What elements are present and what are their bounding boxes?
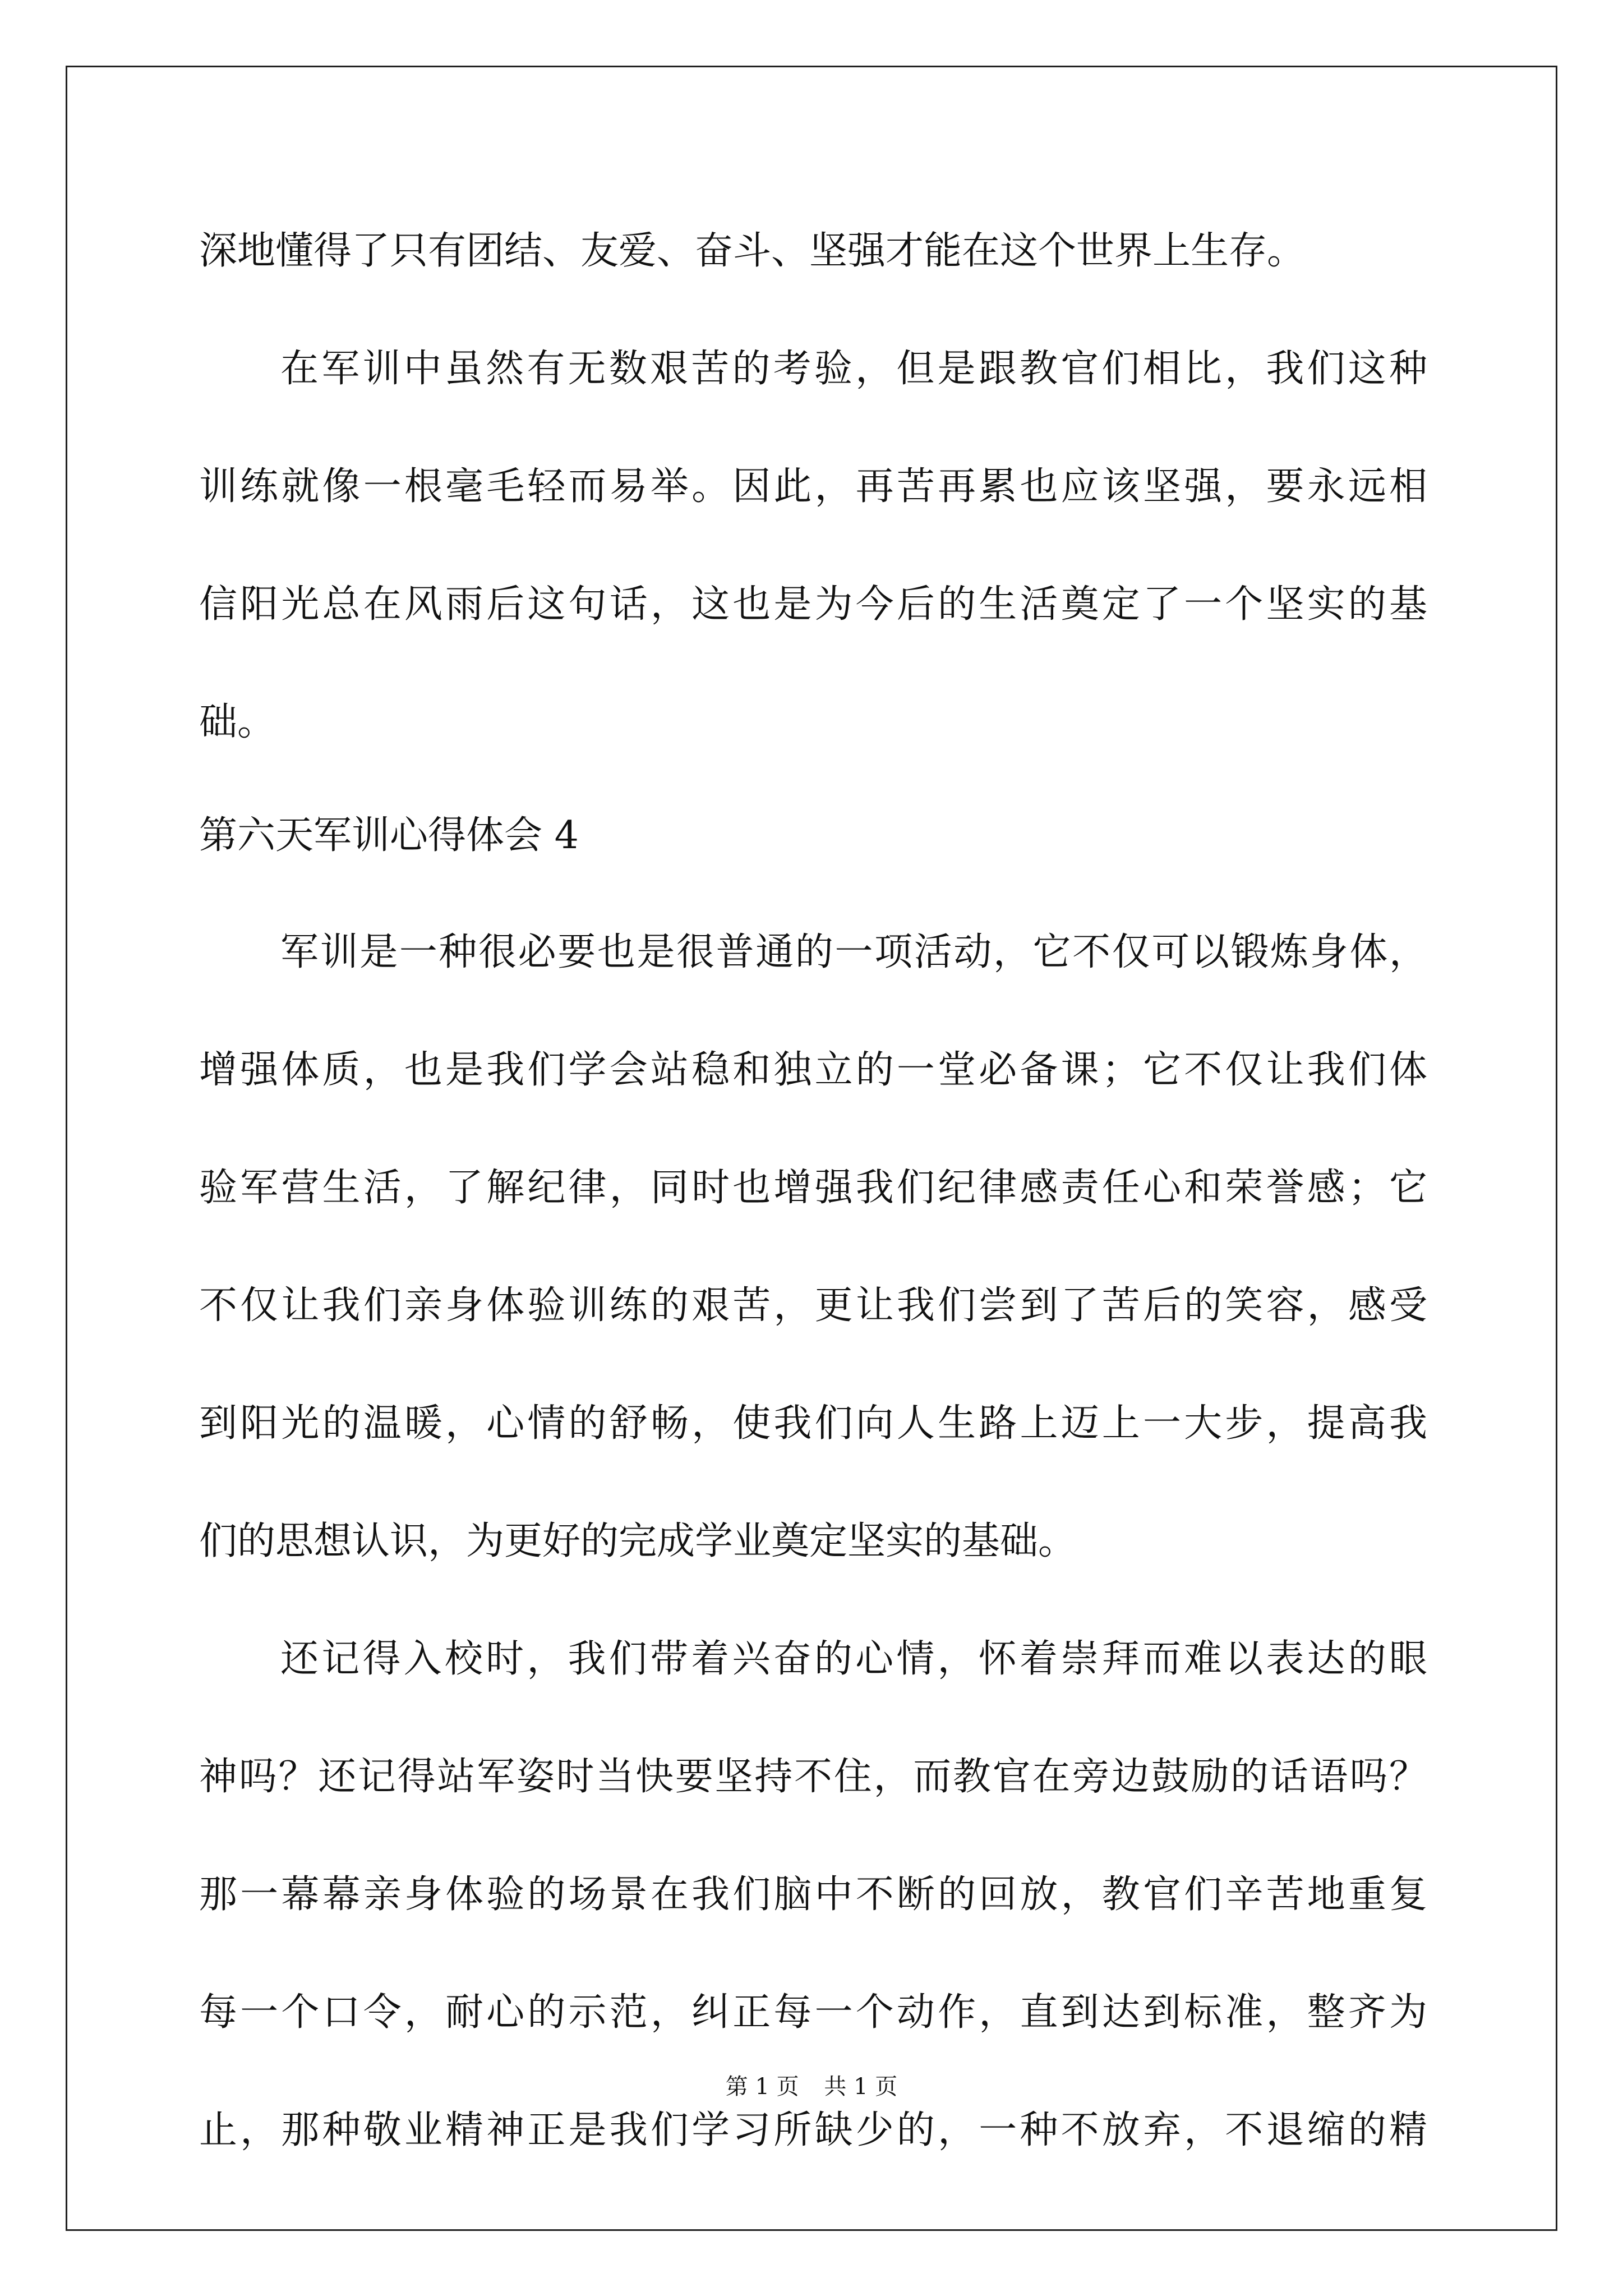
text-line: 止，那种敬业精神正是我们学习所缺少的，一种不放弃，不退缩的精: [199, 2108, 1427, 2152]
text-line: 深地懂得了只有团结、友爱、奋斗、坚强才能在这个世界上生存。: [199, 229, 1306, 273]
text-line: 到阳光的温暖，心情的舒畅，使我们向人生路上迈上一大步，提高我: [199, 1401, 1427, 1446]
document-body: [199, 218, 1427, 2152]
text-line: 那一幕幕亲身体验的场景在我们脑中不断的回放，教官们辛苦地重复: [199, 1872, 1427, 1917]
text-line: 军训是一种很必要也是很普通的一项活动，它不仅可以锻炼身体，: [280, 930, 1427, 974]
page-footer: [0, 2070, 1623, 2104]
text-line: 神吗？还记得站军姿时当快要坚持不住，而教官在旁边鼓励的话语吗？: [199, 1755, 1427, 1799]
text-line: 在军训中虽然有无数艰苦的考验，但是跟教官们相比，我们这种: [280, 347, 1427, 391]
text-line: 还记得入校时，我们带着兴奋的心情，怀着崇拜而难以表达的眼: [280, 1637, 1427, 1681]
text-line: 信阳光总在风雨后这句话，这也是为今后的生活奠定了一个坚实的基: [199, 582, 1427, 627]
text-line: 每一个口令，耐心的示范，纠正每一个动作，直到达到标准，整齐为: [199, 1990, 1427, 2035]
text-line: 训练就像一根毫毛轻而易举。因此，再苦再累也应该坚强，要永远相: [199, 464, 1427, 509]
text-line: 们的思想认识，为更好的完成学业奠定坚实的基础。: [199, 1519, 1077, 1563]
section-heading: 第六天军训心得体会 4: [199, 813, 579, 858]
page-total: 共 1 页: [824, 2074, 898, 2100]
text-line: 增强体质，也是我们学会站稳和独立的一堂必备课；它不仅让我们体: [199, 1048, 1427, 1092]
text-line: 础。: [199, 700, 276, 744]
text-line: 不仅让我们亲身体验训练的艰苦，更让我们尝到了苦后的笑容，感受: [199, 1283, 1427, 1328]
text-line: 验军营生活，了解纪律，同时也增强我们纪律感责任心和荣誉感；它: [199, 1166, 1427, 1210]
page-number: 第 1 页: [725, 2074, 799, 2100]
